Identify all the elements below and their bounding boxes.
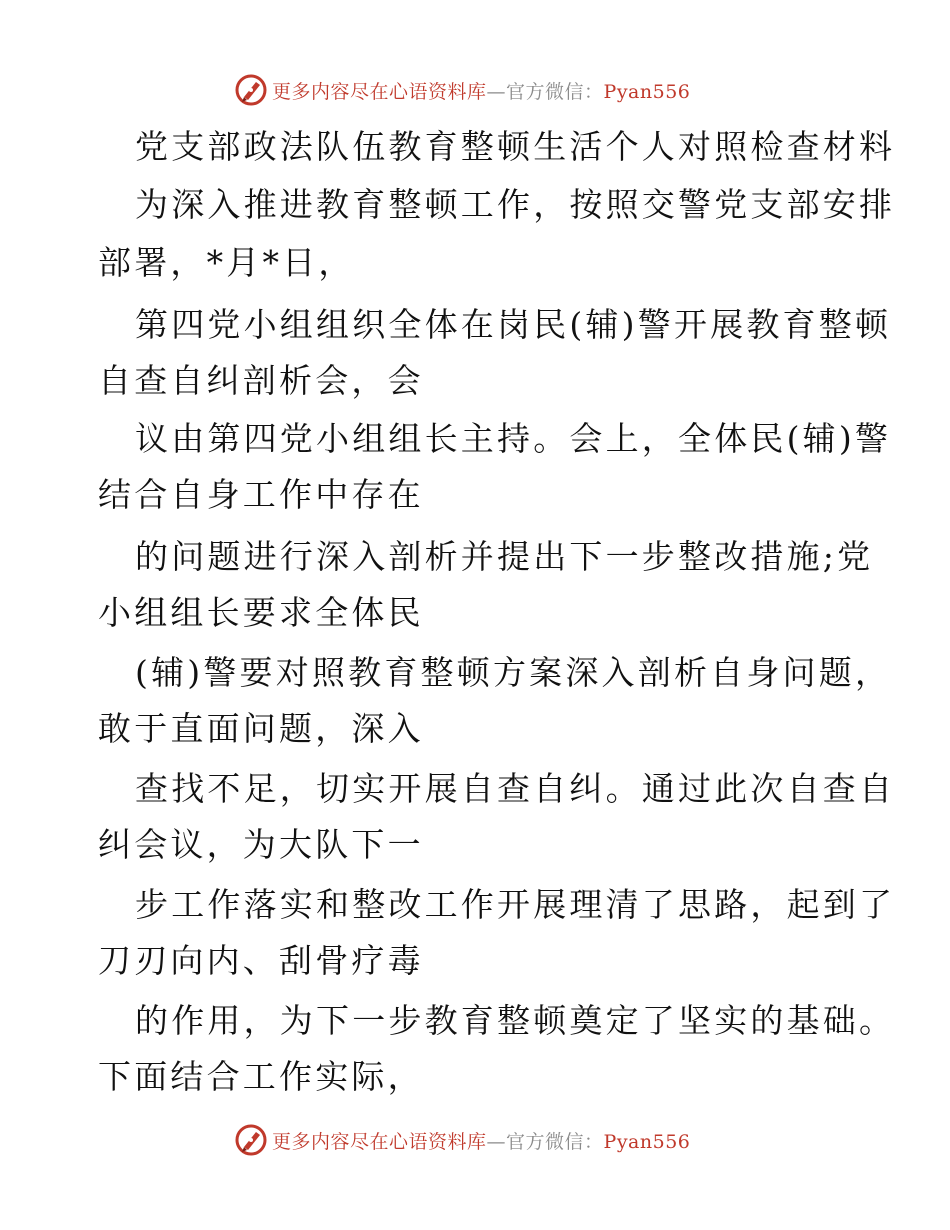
watermark-dash: — — [486, 1130, 507, 1153]
footer-watermark — [234, 1122, 714, 1158]
pen-logo-icon — [234, 73, 268, 107]
text-line: 步工作落实和整改工作开展理清了思路，起到了 — [135, 885, 896, 924]
text-line: 部署，*月*日， — [98, 243, 355, 282]
text-line: 为深入推进教育整顿工作，按照交警党支部安排 — [135, 185, 896, 224]
watermark-wechat-label: 官方微信： — [506, 80, 604, 103]
text-line: 下面结合工作实际， — [98, 1057, 424, 1096]
text-line: 查找不足，切实开展自查自纠。通过此次自查自 — [135, 769, 896, 808]
watermark-wechat-id: Pyan556 — [603, 1130, 691, 1153]
text-line: 小组组长要求全体民 — [98, 593, 424, 632]
text-line: (辅)警要对照教育整顿方案深入剖析自身问题， — [135, 653, 892, 692]
text-line: 结合自身工作中存在 — [98, 475, 424, 514]
watermark-brand-text: 更多内容尽在心语资料库 — [272, 1130, 487, 1153]
watermark-brand-text: 更多内容尽在心语资料库 — [272, 80, 487, 103]
text-line: 自查自纠剖析会，会 — [98, 361, 424, 400]
document-title: 党支部政法队伍教育整顿生活个人对照检查材料 — [135, 127, 896, 166]
header-watermark — [234, 72, 714, 108]
text-line: 议由第四党小组组长主持。会上，全体民(辅)警 — [135, 419, 892, 458]
text-line: 刀刃向内、刮骨疗毒 — [98, 941, 424, 980]
watermark-dash: — — [486, 80, 507, 103]
text-line: 第四党小组组织全体在岗民(辅)警开展教育整顿 — [135, 305, 892, 344]
watermark-wechat-label: 官方微信： — [506, 1130, 604, 1153]
text-line: 的作用，为下一步教育整顿奠定了坚实的基础。 — [135, 1001, 896, 1040]
pen-logo-icon — [234, 1123, 268, 1157]
text-line: 敢于直面问题，深入 — [98, 709, 424, 748]
text-line: 的问题进行深入剖析并提出下一步整改措施;党 — [135, 537, 874, 576]
text-line: 纠会议，为大队下一 — [98, 825, 424, 864]
watermark-wechat-id: Pyan556 — [603, 80, 691, 103]
